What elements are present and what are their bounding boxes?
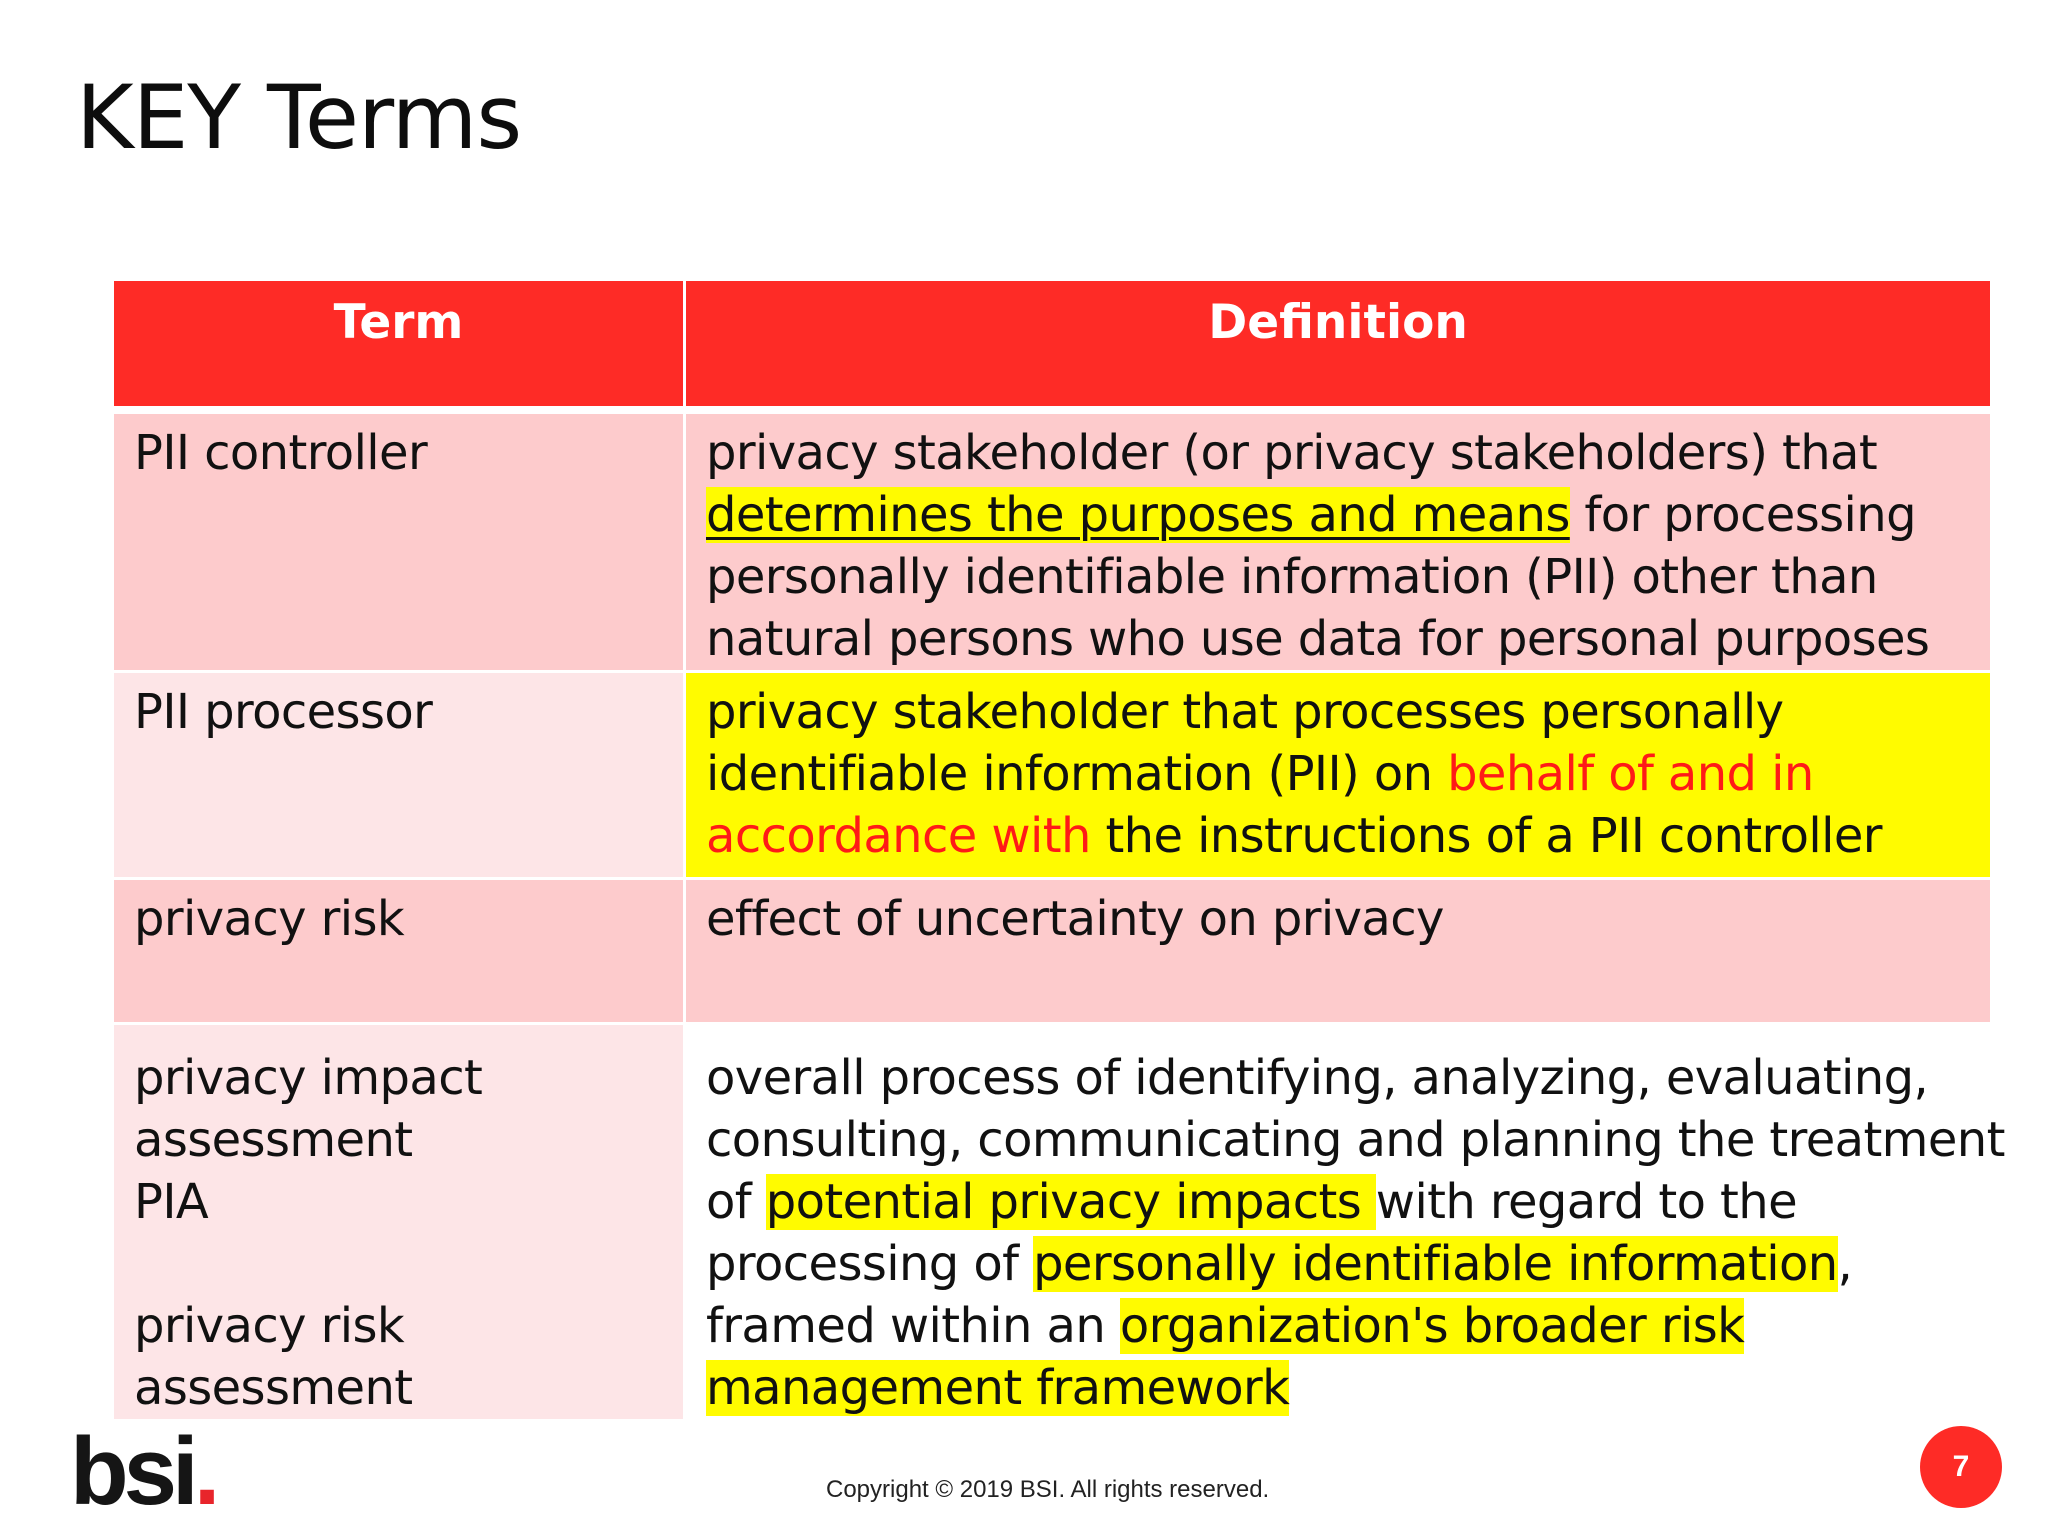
header-separator [114,406,1990,414]
header-definition: Definition [686,281,1990,406]
key-terms-table [114,281,2005,1419]
definition-text: privacy stakeholder that processes personally [706,684,1784,740]
table-row-privacy-risk [114,880,1990,1025]
table-row-pii-processor [114,673,1990,880]
term-cell [114,880,686,1025]
definition-line [706,608,1970,670]
definition-line [706,1233,1970,1295]
highlighted-underlined-text: determines the purposes and means [706,487,1570,543]
highlighted-text: personally identifiable information [1033,1236,1838,1292]
logo-dot: . [193,1418,216,1525]
red-emphasis-text: behalf of and in [1447,746,1814,802]
term-cell [114,414,686,673]
definition-line [706,1295,1970,1357]
highlighted-text: management framework [706,1360,1290,1416]
definition-line [706,1171,1970,1233]
page-number: 7 [1952,1450,1970,1483]
definition-text: overall process of identifying, analyzing, evaluating, [706,1050,1929,1106]
definition-line [706,743,1970,805]
definition-text: personally identifiable information (PII) other than [706,549,1878,605]
definition-line [706,1357,1970,1419]
definition-cell [686,1025,2005,1419]
definition-line [706,484,1970,546]
table-header-row [114,281,1990,406]
definition-text: identifiable information (PII) on [706,746,1448,802]
definition-text: consulting, communicating and planning the treatment [706,1112,2005,1168]
definition-text: , [1837,1236,1853,1292]
slide-title: KEY Terms [76,66,522,169]
definition-text: for processing [1569,487,1916,543]
header-term: Term [114,281,686,406]
definition-text: privacy stakeholder (or privacy stakeholders) that [706,425,1878,481]
definition-text: processing of [706,1236,1034,1292]
term-text: privacy risk [134,891,405,947]
highlighted-text: potential privacy impacts [765,1174,1376,1230]
term-text: PII controller [134,425,428,481]
definition-line [706,422,1970,484]
definition-line [706,1047,1970,1109]
definition-text: natural persons who use data for personal purposes [706,611,1930,667]
term-text: assessment [134,1112,413,1168]
definition-text: framed within an [706,1298,1120,1354]
term-text: privacy risk [134,1298,405,1354]
definition-line [706,681,1970,743]
definition-line [706,888,1970,950]
term-spacer [134,1233,663,1295]
definition-line [706,1109,2005,1171]
page-number-badge [1920,1426,2002,1508]
table-row-privacy-impact-assessment [114,1025,1990,1419]
definition-text: the instructions of a PII controller [1090,808,1882,864]
copyright-notice: Copyright © 2019 BSI. All rights reserved. [826,1476,1270,1503]
term-cell [114,673,686,880]
term-text: privacy impact [134,1050,483,1106]
definition-cell [686,414,1990,673]
definition-text: effect of uncertainty on privacy [706,891,1444,947]
term-text: PII processor [134,684,433,740]
definition-text: of [706,1174,766,1230]
definition-cell-highlighted [686,673,1990,880]
table-row-pii-controller [114,414,1990,673]
term-text: assessment [134,1360,413,1416]
logo-text: bsi [70,1418,194,1525]
term-cell [114,1025,686,1419]
bsi-logo [70,1418,216,1525]
red-emphasis-text: accordance with [706,808,1091,864]
definition-text: with regard to the [1375,1174,1798,1230]
term-text: PIA [134,1174,209,1230]
highlighted-text: organization's broader risk [1119,1298,1745,1354]
definition-cell [686,880,1990,1025]
definition-line [706,805,1970,867]
definition-line [706,546,1970,608]
